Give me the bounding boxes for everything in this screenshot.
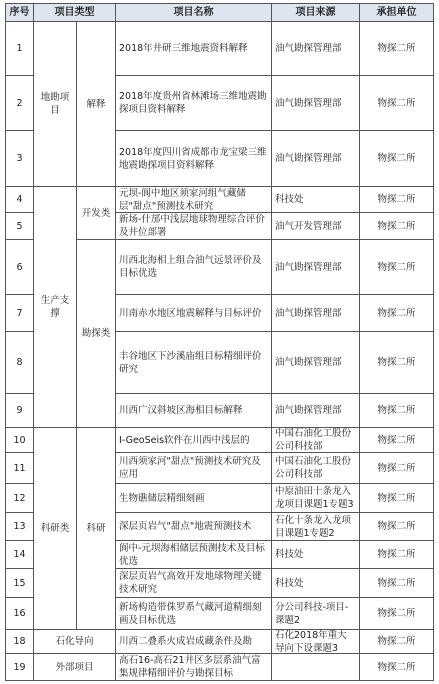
header-source: 项目来源 (271, 3, 360, 22)
row-source: 油气勘探管理部 (271, 21, 360, 76)
row-no: 8 (5, 331, 34, 394)
type-exploration-project: 地勘项目 (33, 21, 77, 187)
row-source: 中国石油化工股份公司科技部 (271, 452, 360, 484)
row-no: 1 (5, 21, 34, 76)
row-no: 15 (5, 568, 34, 598)
row-unit: 物探二所 (359, 512, 434, 541)
row-no: 19 (5, 653, 34, 681)
row-unit: 物探二所 (359, 568, 434, 598)
row-project-name: 高石16-高石21井区多层系油气富集规律精细评价与勘探目标 (115, 653, 272, 681)
subtype-research: 科研 (76, 427, 116, 630)
row-unit: 物探二所 (359, 483, 434, 513)
row-source: 石化十条龙入龙项目课题1专题2 (271, 512, 360, 541)
row-project-name: 深层页岩气高效开发地球物理关键技术研究 (115, 568, 272, 598)
row-no: 5 (5, 212, 34, 240)
row-source: 中国石油化工股份公司科技部 (271, 427, 360, 453)
type-external: 外部项目 (33, 653, 116, 681)
row-unit: 物探二所 (359, 212, 434, 240)
row-project-name: 川西须家河"甜点"预测技术研究及应用 (115, 452, 272, 484)
row-source: 科技处 (271, 540, 360, 569)
row-unit: 物探二所 (359, 540, 434, 569)
row-no: 4 (5, 186, 34, 213)
row-project-name: 丰谷地区下沙溪庙组目标精细评价研究 (115, 331, 272, 394)
row-source: 油气勘探管理部 (271, 393, 360, 428)
row-unit: 物探二所 (359, 186, 434, 213)
row-unit: 物探二所 (359, 75, 434, 131)
subtype-interpretation: 解释 (76, 21, 116, 187)
row-source (271, 653, 360, 681)
row-source: 石化2018年重大导向下设课题3 (271, 629, 360, 654)
row-no: 3 (5, 130, 34, 187)
row-unit: 物探二所 (359, 331, 434, 394)
row-project-name: 生物礁储层精细刻画 (115, 483, 272, 513)
row-unit: 物探二所 (359, 597, 434, 630)
row-source: 中原油田十条龙入龙项目课题1专题3 (271, 483, 360, 513)
row-unit: 物探二所 (359, 452, 434, 484)
row-project-name: I-GeoSeis软件在川西中浅层的 (115, 427, 272, 453)
header-no: 序号 (5, 3, 34, 22)
row-project-name: 新场-什邡中浅层地球物理综合评价及井位部署 (115, 212, 272, 240)
header-name: 项目名称 (115, 3, 272, 22)
row-source: 油气勘探管理部 (271, 75, 360, 131)
row-no: 12 (5, 483, 34, 513)
row-no: 2 (5, 75, 34, 131)
row-project-name: 川西广汉斜坡区海相目标解释 (115, 393, 272, 428)
row-project-name: 2018年井研三维地震资料解释 (115, 21, 272, 76)
row-no: 6 (5, 239, 34, 295)
row-project-name: 2018年度四川省成都市龙宝梁三维地震勘探项目资料解释 (115, 130, 272, 187)
row-unit: 物探二所 (359, 393, 434, 428)
row-no: 11 (5, 452, 34, 484)
header-unit: 承担单位 (359, 3, 434, 22)
row-unit: 物探二所 (359, 130, 434, 187)
row-source: 科技处 (271, 186, 360, 213)
row-unit: 物探二所 (359, 21, 434, 76)
subtype-development: 开发类 (76, 186, 116, 240)
row-project-name: 川西二叠系火成岩成藏条件及勘 (115, 629, 272, 654)
row-no: 9 (5, 393, 34, 428)
row-unit: 物探二所 (359, 653, 434, 681)
row-no: 16 (5, 597, 34, 630)
row-no: 10 (5, 427, 34, 453)
row-no: 7 (5, 294, 34, 332)
type-production-support: 生产支撑 (33, 186, 77, 428)
row-source: 油气勘探管理部 (271, 130, 360, 187)
row-unit: 物探二所 (359, 294, 434, 332)
row-project-name: 川南赤水地区地震解释与目标评价 (115, 294, 272, 332)
row-no: 13 (5, 512, 34, 541)
type-research: 科研类 (33, 427, 77, 630)
row-source: 油气勘探管理部 (271, 331, 360, 394)
row-project-name: 2018年度贵州省林滩场三维地震勘探项目资料解释 (115, 75, 272, 131)
row-source: 分公司科技-项目-课题2 (271, 597, 360, 630)
row-project-name: 阆中-元坝海相储层预测技术及目标优选 (115, 540, 272, 569)
row-unit: 物探二所 (359, 239, 434, 295)
row-project-name: 新场构造带侏罗系气藏河道精细刻画及目标优选 (115, 597, 272, 630)
subtype-exploration: 勘探类 (76, 239, 116, 428)
row-source: 科技处 (271, 568, 360, 598)
row-project-name: 川西北海相上组合油气远景评价及目标优选 (115, 239, 272, 295)
row-project-name: 元坝-阆中地区须家河组气藏储层"甜点"预测技术研究 (115, 186, 272, 213)
type-petrochem-guidance: 石化导向 (33, 629, 116, 654)
row-source: 油气勘探管理部 (271, 294, 360, 332)
row-no: 18 (5, 629, 34, 654)
row-source: 油气开发管理部 (271, 212, 360, 240)
row-source: 油气勘探管理部 (271, 239, 360, 295)
row-unit: 物探二所 (359, 629, 434, 654)
project-table (5, 3, 434, 681)
row-unit: 物探二所 (359, 427, 434, 453)
row-no: 14 (5, 540, 34, 569)
header-type: 项目类型 (33, 3, 116, 22)
row-project-name: 深层页岩气"甜点"地震预测技术 (115, 512, 272, 541)
